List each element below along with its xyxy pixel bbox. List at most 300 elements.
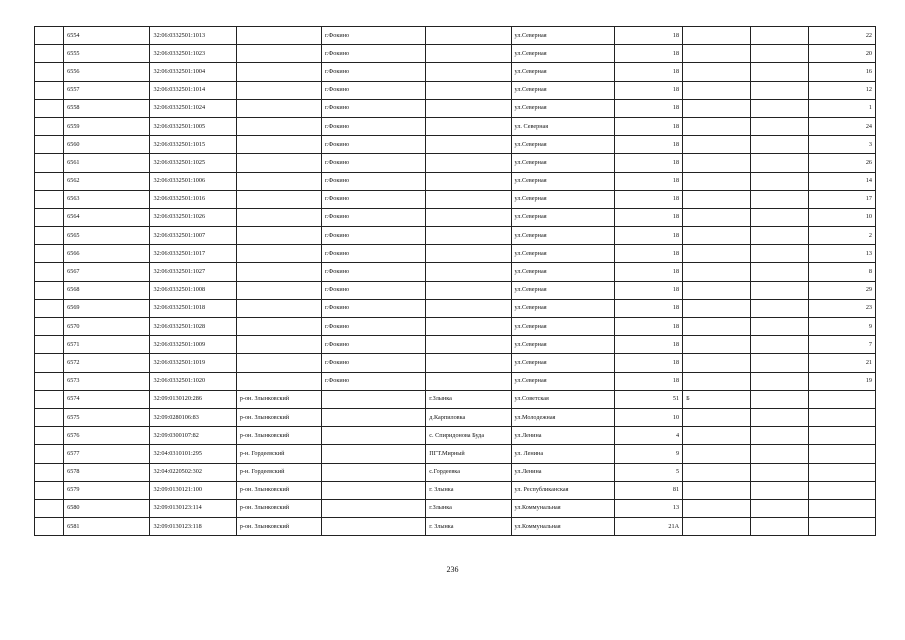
cell-cadastral-number: 32:06:0332501:1027 <box>150 263 236 281</box>
cell-apartment <box>808 445 875 463</box>
cell-cadastral-number: 32:06:0332501:1020 <box>150 372 236 390</box>
cell-house: 18 <box>614 245 682 263</box>
cell-house: 18 <box>614 299 682 317</box>
cell-blank-left <box>35 390 64 408</box>
cell-cadastral-number: 32:06:0332501:1016 <box>150 190 236 208</box>
cell-district <box>236 245 321 263</box>
cell-building <box>683 427 751 445</box>
table-row <box>35 499 876 517</box>
table-row <box>35 245 876 263</box>
cell-district <box>236 27 321 45</box>
cell-record-number: 6558 <box>64 99 150 117</box>
cell-street: ул.Ленина <box>511 463 614 481</box>
cell-record-number: 6578 <box>64 463 150 481</box>
cell-blank-left <box>35 354 64 372</box>
cell-blank <box>751 354 808 372</box>
table-row <box>35 63 876 81</box>
cell-building <box>683 463 751 481</box>
cell-building <box>683 99 751 117</box>
cell-blank-left <box>35 154 64 172</box>
cell-house: 18 <box>614 81 682 99</box>
cell-record-number: 6568 <box>64 281 150 299</box>
cell-locality: г.Злынка <box>426 390 511 408</box>
cell-blank-left <box>35 27 64 45</box>
cell-locality <box>426 63 511 81</box>
cell-district <box>236 372 321 390</box>
cell-building <box>683 318 751 336</box>
cell-apartment: 24 <box>808 117 875 135</box>
cell-street: ул.Северная <box>511 172 614 190</box>
cell-street: ул.Северная <box>511 208 614 226</box>
cell-blank-left <box>35 190 64 208</box>
cell-cadastral-number: 32:04:0310101:295 <box>150 445 236 463</box>
cell-building <box>683 63 751 81</box>
cell-house: 18 <box>614 154 682 172</box>
cell-building <box>683 281 751 299</box>
cell-record-number: 6577 <box>64 445 150 463</box>
cell-locality <box>426 117 511 135</box>
cell-locality <box>426 227 511 245</box>
cell-locality <box>426 245 511 263</box>
table-row <box>35 117 876 135</box>
cell-record-number: 6573 <box>64 372 150 390</box>
cell-street: ул.Молодежная <box>511 408 614 426</box>
table-row <box>35 463 876 481</box>
cell-record-number: 6579 <box>64 481 150 499</box>
cell-apartment <box>808 518 875 536</box>
cell-cadastral-number: 32:09:0130123:114 <box>150 499 236 517</box>
cell-locality <box>426 45 511 63</box>
cell-apartment <box>808 463 875 481</box>
cell-blank-left <box>35 499 64 517</box>
cell-blank <box>751 427 808 445</box>
registry-table <box>34 26 876 536</box>
cell-settlement: г.Фокино <box>322 117 426 135</box>
cell-record-number: 6557 <box>64 81 150 99</box>
cell-blank-left <box>35 318 64 336</box>
cell-street: ул.Северная <box>511 227 614 245</box>
cell-record-number: 6555 <box>64 45 150 63</box>
cell-building <box>683 208 751 226</box>
cell-cadastral-number: 32:06:0332501:1025 <box>150 154 236 172</box>
cell-settlement: г.Фокино <box>322 336 426 354</box>
cell-settlement: г.Фокино <box>322 263 426 281</box>
table-row <box>35 481 876 499</box>
cell-blank-left <box>35 445 64 463</box>
cell-blank <box>751 499 808 517</box>
cell-record-number: 6561 <box>64 154 150 172</box>
cell-settlement: г.Фокино <box>322 63 426 81</box>
cell-apartment: 22 <box>808 27 875 45</box>
cell-blank-left <box>35 245 64 263</box>
cell-locality: ПГТ.Мирный <box>426 445 511 463</box>
cell-street: ул.Северная <box>511 99 614 117</box>
cell-cadastral-number: 32:06:0332501:1024 <box>150 99 236 117</box>
cell-apartment: 2 <box>808 227 875 245</box>
cell-street: ул.Северная <box>511 245 614 263</box>
cell-blank <box>751 481 808 499</box>
table-row <box>35 190 876 208</box>
cell-blank <box>751 263 808 281</box>
cell-settlement <box>322 427 426 445</box>
cell-settlement <box>322 499 426 517</box>
cell-district <box>236 81 321 99</box>
cell-blank <box>751 99 808 117</box>
cell-settlement: г.Фокино <box>322 154 426 172</box>
cell-blank-left <box>35 99 64 117</box>
cell-blank <box>751 445 808 463</box>
cell-street: ул.Северная <box>511 45 614 63</box>
cell-street: ул.Северная <box>511 27 614 45</box>
cell-building <box>683 154 751 172</box>
cell-district <box>236 136 321 154</box>
cell-record-number: 6564 <box>64 208 150 226</box>
cell-district: р-он. Злынковский <box>236 427 321 445</box>
cell-locality: с. Спиридонова Буда <box>426 427 511 445</box>
cell-street: ул. Республиканская <box>511 481 614 499</box>
cell-cadastral-number: 32:06:0332501:1018 <box>150 299 236 317</box>
cell-district: р-он. Злынковский <box>236 408 321 426</box>
cell-apartment: 1 <box>808 99 875 117</box>
cell-blank-left <box>35 136 64 154</box>
cell-blank <box>751 136 808 154</box>
cell-apartment: 14 <box>808 172 875 190</box>
cell-blank-left <box>35 63 64 81</box>
cell-record-number: 6565 <box>64 227 150 245</box>
cell-locality <box>426 263 511 281</box>
cell-blank <box>751 27 808 45</box>
cell-record-number: 6554 <box>64 27 150 45</box>
cell-street: ул. Северная <box>511 117 614 135</box>
cell-record-number: 6569 <box>64 299 150 317</box>
cell-district <box>236 63 321 81</box>
cell-locality <box>426 27 511 45</box>
cell-locality <box>426 190 511 208</box>
cell-street: ул.Коммунальная <box>511 518 614 536</box>
cell-cadastral-number: 32:09:0130120:286 <box>150 390 236 408</box>
cell-locality: г.Злынка <box>426 499 511 517</box>
cell-locality <box>426 154 511 172</box>
cell-settlement: г.Фокино <box>322 172 426 190</box>
cell-apartment: 21 <box>808 354 875 372</box>
cell-street: ул.Коммунальная <box>511 499 614 517</box>
cell-building <box>683 372 751 390</box>
cell-record-number: 6575 <box>64 408 150 426</box>
cell-house: 18 <box>614 99 682 117</box>
cell-settlement: г.Фокино <box>322 45 426 63</box>
cell-apartment: 8 <box>808 263 875 281</box>
cell-building <box>683 499 751 517</box>
cell-blank-left <box>35 299 64 317</box>
cell-cadastral-number: 32:09:0130121:100 <box>150 481 236 499</box>
cell-record-number: 6567 <box>64 263 150 281</box>
cell-house: 81 <box>614 481 682 499</box>
cell-apartment: 29 <box>808 281 875 299</box>
cell-record-number: 6556 <box>64 63 150 81</box>
cell-building: Б <box>683 390 751 408</box>
cell-blank <box>751 390 808 408</box>
cell-house: 18 <box>614 136 682 154</box>
cell-house: 18 <box>614 263 682 281</box>
cell-district <box>236 263 321 281</box>
cell-district <box>236 190 321 208</box>
cell-house: 21А <box>614 518 682 536</box>
cell-house: 5 <box>614 463 682 481</box>
cell-cadastral-number: 32:06:0332501:1028 <box>150 318 236 336</box>
cell-apartment: 13 <box>808 245 875 263</box>
cell-street: ул.Северная <box>511 81 614 99</box>
cell-street: ул.Северная <box>511 190 614 208</box>
cell-settlement <box>322 445 426 463</box>
cell-building <box>683 136 751 154</box>
cell-apartment: 3 <box>808 136 875 154</box>
cell-cadastral-number: 32:06:0332501:1008 <box>150 281 236 299</box>
cell-blank <box>751 318 808 336</box>
cell-cadastral-number: 32:06:0332501:1017 <box>150 245 236 263</box>
cell-district: р-он. Злынковский <box>236 390 321 408</box>
cell-cadastral-number: 32:09:0300107:82 <box>150 427 236 445</box>
cell-cadastral-number: 32:06:0332501:1015 <box>150 136 236 154</box>
cell-locality: г. Злынка <box>426 481 511 499</box>
cell-blank <box>751 408 808 426</box>
cell-blank <box>751 281 808 299</box>
table-row <box>35 318 876 336</box>
cell-cadastral-number: 32:06:0332501:1009 <box>150 336 236 354</box>
table-row <box>35 45 876 63</box>
cell-blank <box>751 154 808 172</box>
cell-apartment: 10 <box>808 208 875 226</box>
cell-street: ул.Ленина <box>511 427 614 445</box>
cell-district <box>236 208 321 226</box>
cell-house: 13 <box>614 499 682 517</box>
cell-house: 18 <box>614 372 682 390</box>
cell-street: ул.Северная <box>511 136 614 154</box>
cell-locality <box>426 281 511 299</box>
cell-settlement: г.Фокино <box>322 227 426 245</box>
cell-street: ул.Северная <box>511 354 614 372</box>
page-number: 236 <box>446 565 459 574</box>
cell-locality <box>426 372 511 390</box>
cell-district <box>236 172 321 190</box>
cell-apartment <box>808 481 875 499</box>
cell-building <box>683 354 751 372</box>
cell-blank-left <box>35 227 64 245</box>
cell-apartment <box>808 499 875 517</box>
cell-locality <box>426 81 511 99</box>
cell-building <box>683 172 751 190</box>
cell-blank <box>751 190 808 208</box>
cell-settlement: г.Фокино <box>322 354 426 372</box>
cell-blank-left <box>35 281 64 299</box>
cell-record-number: 6580 <box>64 499 150 517</box>
cell-record-number: 6566 <box>64 245 150 263</box>
cell-house: 18 <box>614 354 682 372</box>
cell-blank-left <box>35 427 64 445</box>
cell-house: 18 <box>614 227 682 245</box>
cell-settlement <box>322 390 426 408</box>
cell-blank <box>751 463 808 481</box>
cell-apartment: 23 <box>808 299 875 317</box>
table-row <box>35 136 876 154</box>
cell-house: 18 <box>614 117 682 135</box>
cell-apartment: 19 <box>808 372 875 390</box>
cell-cadastral-number: 32:06:0332501:1006 <box>150 172 236 190</box>
table-row <box>35 390 876 408</box>
cell-house: 51 <box>614 390 682 408</box>
table-row <box>35 227 876 245</box>
cell-settlement: г.Фокино <box>322 81 426 99</box>
cell-blank-left <box>35 45 64 63</box>
cell-settlement: г.Фокино <box>322 27 426 45</box>
cell-blank-left <box>35 263 64 281</box>
registry-rows <box>35 27 876 536</box>
cell-record-number: 6559 <box>64 117 150 135</box>
cell-settlement: г.Фокино <box>322 99 426 117</box>
cell-settlement: г.Фокино <box>322 372 426 390</box>
cell-settlement: г.Фокино <box>322 281 426 299</box>
cell-cadastral-number: 32:06:0332501:1005 <box>150 117 236 135</box>
cell-cadastral-number: 32:06:0332501:1004 <box>150 63 236 81</box>
cell-district <box>236 154 321 172</box>
cell-locality <box>426 208 511 226</box>
cell-blank-left <box>35 81 64 99</box>
cell-locality <box>426 318 511 336</box>
cell-building <box>683 227 751 245</box>
table-row <box>35 154 876 172</box>
registry-sheet <box>34 26 876 536</box>
cell-blank-left <box>35 463 64 481</box>
cell-locality <box>426 299 511 317</box>
cell-district <box>236 336 321 354</box>
cell-building <box>683 190 751 208</box>
cell-settlement: г.Фокино <box>322 245 426 263</box>
cell-blank <box>751 208 808 226</box>
cell-house: 9 <box>614 445 682 463</box>
cell-apartment: 16 <box>808 63 875 81</box>
cell-street: ул.Северная <box>511 263 614 281</box>
table-row <box>35 27 876 45</box>
cell-blank-left <box>35 372 64 390</box>
cell-cadastral-number: 32:06:0332501:1014 <box>150 81 236 99</box>
cell-apartment <box>808 408 875 426</box>
cell-house: 18 <box>614 27 682 45</box>
cell-house: 18 <box>614 336 682 354</box>
cell-blank-left <box>35 518 64 536</box>
cell-building <box>683 481 751 499</box>
cell-blank <box>751 336 808 354</box>
cell-building <box>683 445 751 463</box>
cell-house: 18 <box>614 172 682 190</box>
table-row <box>35 372 876 390</box>
cell-locality <box>426 336 511 354</box>
cell-building <box>683 336 751 354</box>
cell-blank <box>751 117 808 135</box>
cell-record-number: 6562 <box>64 172 150 190</box>
cell-settlement: г.Фокино <box>322 299 426 317</box>
cell-apartment: 20 <box>808 45 875 63</box>
cell-building <box>683 245 751 263</box>
table-row <box>35 518 876 536</box>
cell-apartment: 17 <box>808 190 875 208</box>
cell-district <box>236 299 321 317</box>
cell-record-number: 6571 <box>64 336 150 354</box>
cell-apartment: 12 <box>808 81 875 99</box>
cell-settlement <box>322 463 426 481</box>
cell-street: ул. Ленина <box>511 445 614 463</box>
cell-district: р-он. Злынковский <box>236 518 321 536</box>
cell-record-number: 6570 <box>64 318 150 336</box>
cell-house: 4 <box>614 427 682 445</box>
cell-locality <box>426 354 511 372</box>
cell-cadastral-number: 32:09:0130123:118 <box>150 518 236 536</box>
cell-blank-left <box>35 336 64 354</box>
cell-locality <box>426 136 511 154</box>
cell-house: 10 <box>614 408 682 426</box>
cell-blank-left <box>35 481 64 499</box>
cell-street: ул.Северная <box>511 281 614 299</box>
cell-cadastral-number: 32:04:0220502:302 <box>150 463 236 481</box>
cell-record-number: 6576 <box>64 427 150 445</box>
cell-cadastral-number: 32:06:0332501:1026 <box>150 208 236 226</box>
cell-street: ул.Северная <box>511 63 614 81</box>
cell-house: 18 <box>614 281 682 299</box>
cell-building <box>683 45 751 63</box>
cell-district <box>236 117 321 135</box>
cell-record-number: 6581 <box>64 518 150 536</box>
cell-street: ул.Северная <box>511 299 614 317</box>
cell-blank <box>751 172 808 190</box>
cell-record-number: 6572 <box>64 354 150 372</box>
cell-building <box>683 117 751 135</box>
table-row <box>35 208 876 226</box>
cell-locality <box>426 99 511 117</box>
cell-cadastral-number: 32:06:0332501:1023 <box>150 45 236 63</box>
table-row <box>35 354 876 372</box>
table-row <box>35 263 876 281</box>
table-row <box>35 81 876 99</box>
cell-apartment <box>808 427 875 445</box>
cell-apartment: 9 <box>808 318 875 336</box>
cell-settlement: г.Фокино <box>322 190 426 208</box>
cell-district: р-н. Гордеевский <box>236 445 321 463</box>
cell-settlement: г.Фокино <box>322 208 426 226</box>
cell-street: ул.Северная <box>511 372 614 390</box>
cell-cadastral-number: 32:09:0280106:83 <box>150 408 236 426</box>
cell-blank <box>751 81 808 99</box>
cell-district <box>236 354 321 372</box>
table-row <box>35 336 876 354</box>
cell-locality: г. Злынка <box>426 518 511 536</box>
cell-street: ул.Северная <box>511 336 614 354</box>
table-row <box>35 281 876 299</box>
table-row <box>35 172 876 190</box>
cell-record-number: 6563 <box>64 190 150 208</box>
cell-cadastral-number: 32:06:0332501:1007 <box>150 227 236 245</box>
cell-district <box>236 45 321 63</box>
cell-settlement <box>322 408 426 426</box>
cell-blank <box>751 63 808 81</box>
cell-house: 18 <box>614 45 682 63</box>
cell-settlement: г.Фокино <box>322 318 426 336</box>
cell-building <box>683 27 751 45</box>
cell-street: ул.Северная <box>511 154 614 172</box>
cell-cadastral-number: 32:06:0332501:1013 <box>150 27 236 45</box>
cell-apartment: 26 <box>808 154 875 172</box>
cell-record-number: 6560 <box>64 136 150 154</box>
cell-settlement <box>322 481 426 499</box>
cell-building <box>683 518 751 536</box>
table-row <box>35 427 876 445</box>
